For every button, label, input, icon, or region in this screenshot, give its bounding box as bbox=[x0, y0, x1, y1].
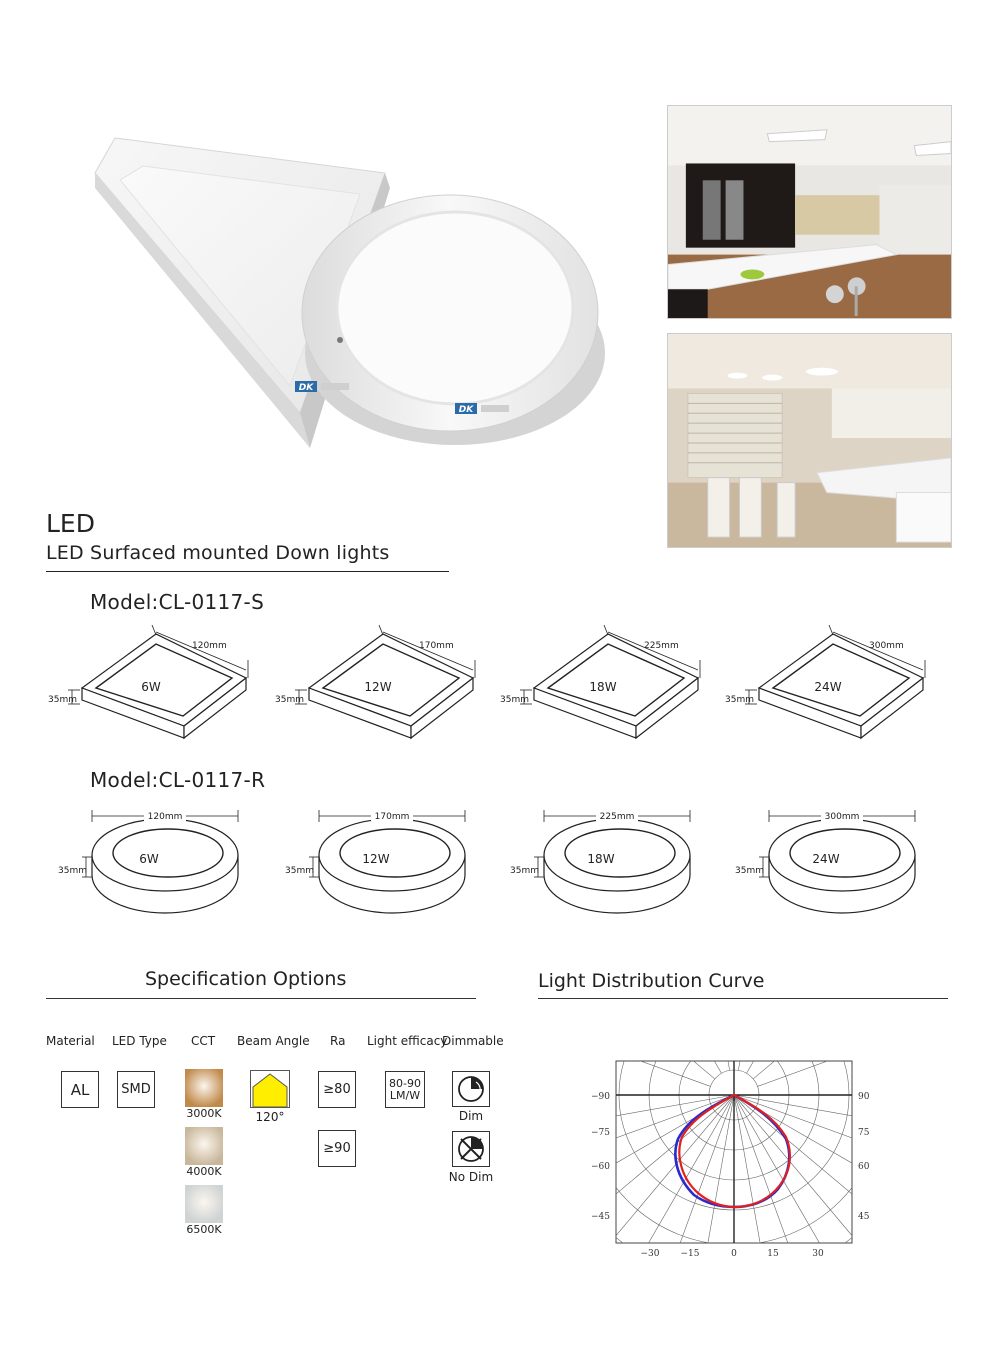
curve-section-title: Light Distribution Curve bbox=[538, 970, 765, 992]
square-fixture-diagram bbox=[46, 620, 256, 745]
wattage-label: 6W bbox=[141, 680, 161, 694]
page-title: LED bbox=[46, 509, 95, 538]
efficacy-unit: LM/W bbox=[389, 1088, 421, 1102]
square-fixture-diagram bbox=[498, 620, 708, 745]
width-dimension-label: 170mm bbox=[419, 641, 454, 651]
angle-label-left: −45 bbox=[591, 1212, 610, 1222]
round-fixture-diagram bbox=[723, 805, 933, 920]
angle-label-right: 75 bbox=[858, 1128, 870, 1138]
width-dimension-label: 225mm bbox=[644, 641, 679, 651]
spec-header-material: Material bbox=[46, 1034, 95, 1048]
product-hero-image bbox=[85, 118, 605, 448]
width-dimension-label: 120mm bbox=[192, 641, 227, 651]
wattage-label: 12W bbox=[364, 680, 392, 694]
kitchen-photo bbox=[667, 105, 952, 319]
no-dimmer-icon bbox=[456, 1134, 486, 1164]
spec-divider bbox=[46, 998, 476, 999]
cct-swatch-4000k bbox=[185, 1127, 223, 1165]
model-square-label: Model:CL-0117-S bbox=[90, 590, 265, 614]
cct-label: 6500K bbox=[186, 1223, 222, 1236]
cct-swatch-3000k bbox=[185, 1069, 223, 1107]
no-dim-label: No Dim bbox=[448, 1170, 494, 1184]
angle-label-left: −60 bbox=[591, 1162, 610, 1172]
no-dim-icon-box bbox=[452, 1131, 490, 1167]
width-dimension-label: 300mm bbox=[869, 641, 904, 651]
bottom-tick-label: 15 bbox=[767, 1249, 779, 1259]
spec-header-ra: Ra bbox=[330, 1034, 346, 1048]
dimmer-icon bbox=[456, 1074, 486, 1104]
efficacy-range: 80-90 bbox=[389, 1076, 421, 1090]
svg-text:DK: DK bbox=[458, 405, 474, 415]
ra-option-90: ≥90 bbox=[318, 1130, 356, 1167]
bottom-tick-label: −30 bbox=[640, 1249, 660, 1259]
spec-header-beam-angle: Beam Angle bbox=[237, 1034, 310, 1048]
angle-label-right: 60 bbox=[858, 1162, 870, 1172]
square-fixture-diagram bbox=[273, 620, 483, 745]
angle-label-left: −90 bbox=[591, 1092, 610, 1102]
height-dimension-label: 35mm bbox=[58, 866, 87, 876]
height-dimension-label: 35mm bbox=[285, 866, 314, 876]
spec-header-led-type: LED Type bbox=[112, 1034, 167, 1048]
square-fixture-diagram bbox=[723, 620, 933, 745]
wattage-label: 18W bbox=[589, 680, 617, 694]
spec-header-efficacy: Light efficacy bbox=[367, 1034, 448, 1048]
dining-photo bbox=[667, 333, 952, 548]
efficacy-box bbox=[385, 1071, 425, 1108]
round-fixture-diagram bbox=[273, 805, 483, 920]
cct-label: 4000K bbox=[186, 1165, 222, 1178]
height-dimension-label: 35mm bbox=[500, 695, 529, 705]
height-dimension-label: 35mm bbox=[275, 695, 304, 705]
angle-label-left: −75 bbox=[591, 1128, 610, 1138]
page-subtitle: LED Surfaced mounted Down lights bbox=[46, 542, 390, 564]
light-distribution-chart bbox=[580, 1055, 890, 1265]
round-fixture-diagram bbox=[46, 805, 256, 920]
wattage-label: 24W bbox=[812, 852, 840, 866]
dim-label: Dim bbox=[458, 1109, 484, 1123]
height-dimension-label: 35mm bbox=[725, 695, 754, 705]
round-fixture-diagram bbox=[498, 805, 708, 920]
beam-angle-icon bbox=[251, 1071, 289, 1107]
bottom-tick-label: −15 bbox=[680, 1249, 700, 1259]
angle-label-right: 45 bbox=[858, 1212, 870, 1222]
wattage-label: 12W bbox=[362, 852, 390, 866]
cct-label: 3000K bbox=[186, 1107, 222, 1120]
spec-header-cct: CCT bbox=[191, 1034, 216, 1048]
wattage-label: 24W bbox=[814, 680, 842, 694]
wattage-label: 6W bbox=[139, 852, 159, 866]
width-dimension-label: 300mm bbox=[824, 812, 860, 822]
bottom-tick-label: 0 bbox=[731, 1249, 737, 1259]
dim-icon-box bbox=[452, 1071, 490, 1107]
width-dimension-label: 225mm bbox=[599, 812, 635, 822]
angle-label-right: 90 bbox=[858, 1092, 870, 1102]
material-value-box: AL bbox=[61, 1071, 99, 1108]
subtitle-divider bbox=[46, 571, 449, 572]
spec-section-title: Specification Options bbox=[145, 968, 347, 990]
svg-text:DK: DK bbox=[298, 383, 314, 393]
model-round-label: Model:CL-0117-R bbox=[90, 768, 266, 792]
width-dimension-label: 120mm bbox=[147, 812, 183, 822]
width-dimension-label: 170mm bbox=[374, 812, 410, 822]
spec-header-dimmable: Dimmable bbox=[442, 1034, 504, 1048]
cct-swatch-6500k bbox=[185, 1185, 223, 1223]
bottom-tick-label: 30 bbox=[812, 1249, 824, 1259]
led-type-value-box: SMD bbox=[117, 1071, 155, 1108]
height-dimension-label: 35mm bbox=[48, 695, 77, 705]
height-dimension-label: 35mm bbox=[735, 866, 764, 876]
curve-divider bbox=[538, 998, 948, 999]
height-dimension-label: 35mm bbox=[510, 866, 539, 876]
wattage-label: 18W bbox=[587, 852, 615, 866]
beam-angle-box bbox=[250, 1070, 290, 1108]
beam-angle-value: 120° bbox=[255, 1110, 285, 1124]
ra-option-80: ≥80 bbox=[318, 1071, 356, 1108]
